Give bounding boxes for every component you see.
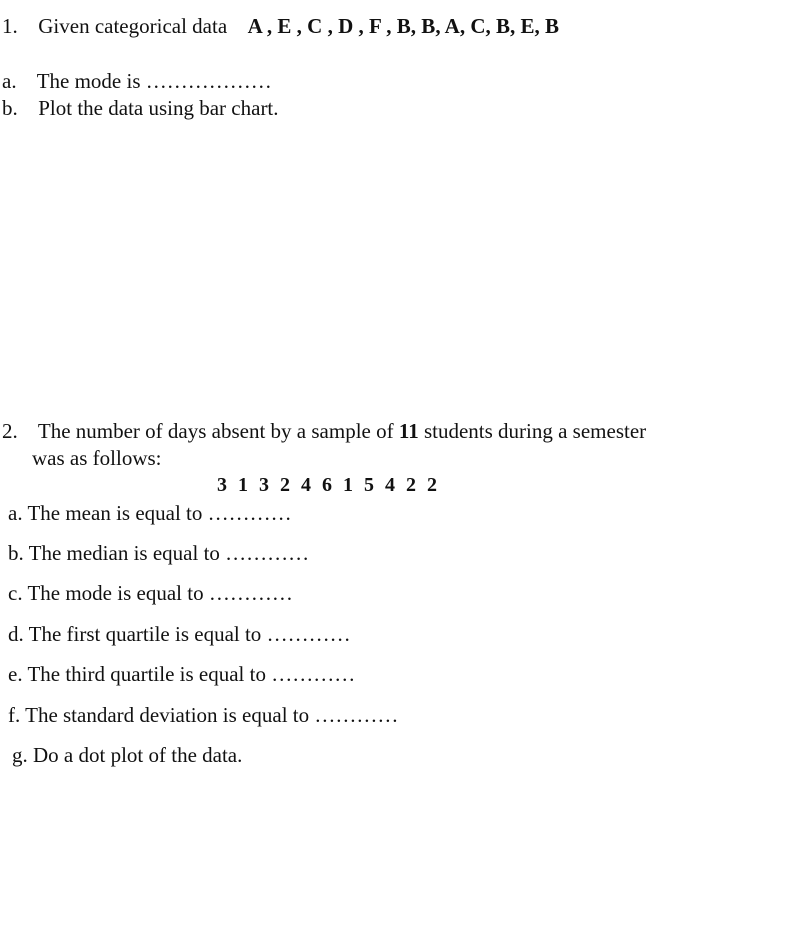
question-1-number: 1. — [2, 14, 18, 38]
answer-blank: ………… — [266, 622, 351, 646]
question-1-prompt: Given categorical data — [38, 14, 228, 38]
part-e-text: e. The third quartile is equal to — [8, 662, 266, 686]
question-2-sample-size: 11 — [398, 419, 419, 443]
answer-blank: ………… — [271, 662, 356, 686]
part-a-text: a. The mean is equal to — [8, 501, 203, 525]
answer-blank: ………… — [208, 581, 293, 605]
part-g-text: g. Do a dot plot of the data. — [12, 743, 243, 767]
question-2-number: 2. — [2, 419, 18, 443]
question-2-prompt-start: The number of days absent by a sample of — [37, 419, 394, 443]
part-a-label: a. — [2, 69, 17, 93]
part-d-text: d. The first quartile is equal to — [8, 622, 262, 646]
question-2-heading — [2, 419, 646, 443]
part-f-text: f. The standard deviation is equal to — [8, 703, 310, 727]
answer-blank: ………… — [225, 541, 310, 565]
question-2-part-e — [8, 662, 355, 686]
part-a-text: The mode is — [36, 69, 141, 93]
part-b-text: Plot the data using bar chart. — [38, 96, 279, 120]
part-c-text: c. The mode is equal to — [8, 581, 204, 605]
question-2-part-g — [12, 743, 242, 767]
part-b-text: b. The median is equal to — [8, 541, 220, 565]
part-b-label: b. — [2, 96, 18, 120]
question-2-part-c — [8, 581, 293, 605]
answer-blank: ………… — [207, 501, 292, 525]
question-1-data: A , E , C , D , F , B, B, A, C, B, E, B — [247, 14, 560, 38]
question-1-heading — [2, 14, 559, 38]
answer-blank: ……………… — [145, 69, 272, 93]
question-1-part-b — [2, 96, 279, 120]
question-2-part-a — [8, 501, 292, 525]
question-2-data: 3 1 3 2 4 6 1 5 4 2 2 — [217, 474, 437, 496]
question-2-prompt-end: students during a semester — [423, 419, 647, 443]
question-1-part-a — [2, 69, 272, 93]
question-2-prompt-line-2: was as follows: — [32, 446, 162, 470]
question-2-part-f — [8, 703, 398, 727]
answer-blank: ………… — [314, 703, 399, 727]
question-2-part-b — [8, 541, 309, 565]
question-2-part-d — [8, 622, 351, 646]
